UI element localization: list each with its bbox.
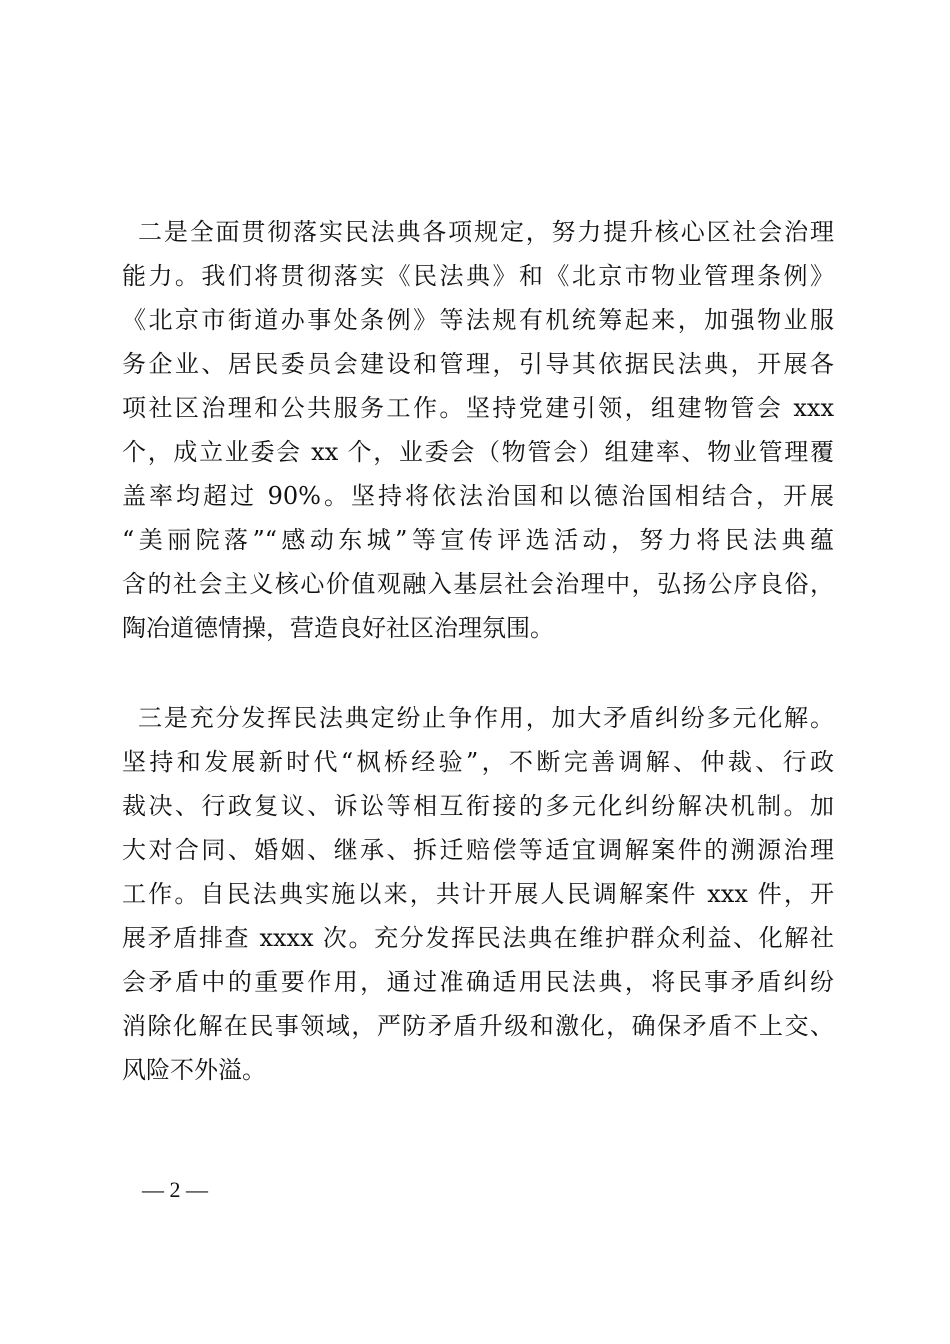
- paragraph-line: 工作。自民法典实施以来，共计开展人民调解案件 xxx 件，开: [122, 880, 834, 908]
- paragraph-line: 含的社会主义核心价值观融入基层社会治理中，弘扬公序良俗，: [122, 570, 834, 598]
- paragraph-line: 个，成立业委会 xx 个，业委会（物管会）组建率、物业管理覆: [122, 438, 834, 466]
- paragraph-line: 能力。我们将贯彻落实《民法典》和《北京市物业管理条例》: [122, 262, 834, 290]
- paragraph-line: 盖率均超过 90%。坚持将依法治国和以德治国相结合，开展: [122, 482, 834, 510]
- paragraph-line: 风险不外溢。: [122, 1056, 266, 1084]
- paragraph-line: 务企业、居民委员会建设和管理，引导其依据民法典，开展各: [122, 350, 834, 378]
- paragraph-line: 展矛盾排查 xxxx 次。充分发挥民法典在维护群众利益、化解社: [122, 924, 834, 952]
- paragraph-line: 坚持和发展新时代“枫桥经验”，不断完善调解、仲裁、行政: [122, 748, 834, 776]
- paragraph-line: 消除化解在民事领域，严防矛盾升级和激化，确保矛盾不上交、: [122, 1012, 834, 1040]
- paragraph-line: 大对合同、婚姻、继承、拆迁赔偿等适宜调解案件的溯源治理: [122, 836, 834, 864]
- page-number: — 2 —: [142, 1177, 208, 1202]
- paragraph-line: 三是充分发挥民法典定纷止争作用，加大矛盾纠纷多元化解。: [138, 704, 834, 732]
- paragraph-line: 会矛盾中的重要作用，通过准确适用民法典，将民事矛盾纠纷: [122, 968, 834, 996]
- paragraph-line: 项社区治理和公共服务工作。坚持党建引领，组建物管会 xxx: [122, 394, 834, 422]
- paragraph-line: 《北京市街道办事处条例》等法规有机统筹起来，加强物业服: [122, 306, 834, 334]
- paragraph-line: 二是全面贯彻落实民法典各项规定，努力提升核心区社会治理: [138, 218, 834, 246]
- paragraph-line: “美丽院落”“感动东城”等宣传评选活动，努力将民法典蕴: [122, 526, 834, 554]
- paragraph-line: 陶冶道德情操，营造良好社区治理氛围。: [122, 614, 554, 642]
- paragraph-line: 裁决、行政复议、诉讼等相互衔接的多元化纠纷解决机制。加: [122, 792, 834, 820]
